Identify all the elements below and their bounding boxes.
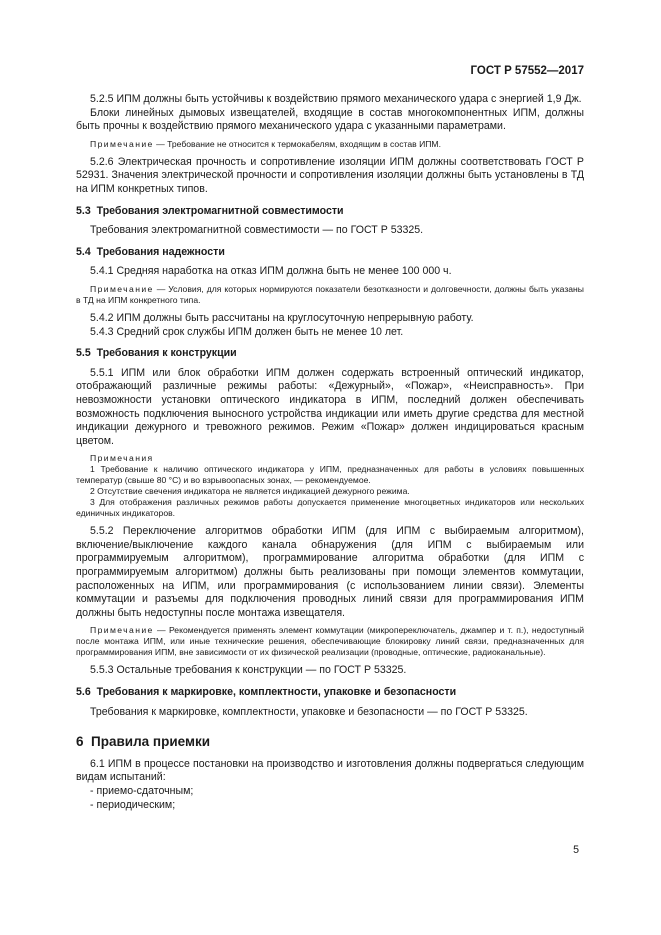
- note-label: Примечание: [90, 625, 154, 636]
- clause-5-4-3: 5.4.3 Средний срок службы ИПМ должен быть не менее 10 лет.: [90, 325, 404, 338]
- heading-number: 5.5: [76, 347, 91, 360]
- note-text: — Рекомендуется применять элемент коммутации (микропереключатель, джампер и т. п.), недоступный после монтажа ИПМ, или иные технические решения, обеспечивающие блокировку линий связи, предназначенных для программирования ИПМ, вне зависимости от их физической реализации (проводные, оптические, радиоканальные).: [76, 625, 584, 658]
- heading-5-6: [76, 686, 584, 700]
- clause-6-1: 6.1 ИПМ в процессе постановки на производство и изготовления должны подвергаться следующим видам испытаний:: [76, 757, 584, 784]
- note-5-5-2: [76, 625, 584, 658]
- note-label: Примечание: [90, 283, 154, 294]
- heading-title: Требования к маркировке, комплектности, упаковке и безопасности: [96, 686, 457, 699]
- heading-number: 5.3: [76, 204, 91, 217]
- list-item: - периодическим;: [90, 798, 176, 811]
- clause-5-5-2: 5.5.2 Переключение алгоритмов обработки ИПМ (для ИПМ с выбираемым алгоритмом), включение/выключение каждого канала обнаружения (для ИПМ с выбираемым или программируемым алгоритмом), программирование алгоритма обработки (для ИПМ с программируемым алгоритмом) должны быть реализованы при помощи элементов коммутации, расположенных на ИПМ, или программирования (с использованием линии связи). Элементы коммутации и разъемы для подключения проводных линий связи для программирования ИПМ должны быть недоступны после монтажа извещателя.: [76, 525, 584, 619]
- notes-label: Примечания: [90, 453, 154, 464]
- section-6-heading: [76, 735, 584, 749]
- note-text: — Требование не относится к термокабелям, входящим в состав ИПМ.: [153, 138, 441, 149]
- heading-number: 6: [76, 734, 84, 750]
- heading-5-3: [76, 205, 584, 219]
- note-5-2-5: [76, 139, 584, 150]
- clause-5-5-3: 5.5.3 Остальные требования к конструкции — по ГОСТ Р 53325.: [90, 664, 407, 677]
- heading-title: Требования надежности: [96, 245, 225, 258]
- clause-5-3: Требования электромагнитной совместимости — по ГОСТ Р 53325.: [90, 224, 424, 237]
- notes-5-5-1: [76, 453, 584, 519]
- clause-5-4-2: 5.4.2 ИПМ должны быть рассчитаны на круглосуточную непрерывную работу.: [90, 311, 474, 324]
- clause-5-4-1: 5.4.1 Средняя наработка на отказ ИПМ должна быть не менее 100 000 ч.: [90, 265, 452, 278]
- heading-title: Правила приемки: [91, 734, 210, 750]
- standard-header: ГОСТ Р 57552—2017: [470, 65, 584, 77]
- clause-5-2-6: 5.2.6 Электрическая прочность и сопротивление изоляции ИПМ должны соответствовать ГОСТ Р 52931. Значения электрической прочности и сопротивления изоляции должны быть установлены в ТД на ИПМ конкретных типов.: [76, 155, 584, 195]
- clause-5-2-5: 5.2.5 ИПМ должны быть устойчивы к воздействию прямого механического удара с энергией 1,9 Дж.: [90, 93, 582, 105]
- document-body: [76, 93, 584, 812]
- heading-title: Требования к конструкции: [96, 347, 237, 360]
- note-item: 2 Отсутствие свечения индикатора не является индикацией дежурного режима.: [90, 486, 410, 497]
- clause-5-6: Требования к маркировке, комплектности, упаковке и безопасности — по ГОСТ Р 53325.: [90, 705, 528, 718]
- page-number: 5: [573, 844, 579, 856]
- list-item: - приемо-сдаточным;: [90, 785, 194, 797]
- heading-5-5: [76, 347, 584, 361]
- heading-title: Требования электромагнитной совместимости: [96, 204, 344, 217]
- heading-number: 5.6: [76, 686, 91, 699]
- clause-5-5-1: 5.5.1 ИПМ или блок обработки ИПМ должен содержать встроенный оптический индикатор, отображающий различные режимы работы: «Дежурный», «Пожар», «Неисправность». При невозможности установки оптического индикатора в ИПМ, последний должен обеспечивать возможность подключения выносного устройства индикации или иметь другие средства для местной индикации дежурного и тревожного режимов. Режим «Пожар» должен индицироваться красным цветом.: [76, 366, 584, 447]
- note-label: Примечание: [90, 138, 154, 149]
- heading-number: 5.4: [76, 245, 91, 258]
- note-item: 1 Требование к наличию оптического индикатора у ИПМ, предназначенных для работы в условиях повышенных температур (свыше 80 °С) и во взрывоопасных зонах, — рекомендуемое.: [76, 464, 584, 486]
- note-item: 3 Для отображения различных режимов работы допускается применение многоцветных индикаторов или нескольких единичных индикаторов.: [76, 497, 584, 519]
- note-text: — Условия, для которых нормируются показатели безотказности и долговечности, должны быть указаны в ТД на ИПМ конкретного типа.: [76, 283, 584, 305]
- note-5-4-1: [76, 284, 584, 306]
- clause-5-2-5-paragraph-2: Блоки линейных дымовых извещателей, входящие в состав многокомпонентных ИПМ, должны быть прочны к воздействию прямого механического удара с указанными параметрами.: [76, 106, 584, 133]
- heading-5-4: [76, 246, 584, 260]
